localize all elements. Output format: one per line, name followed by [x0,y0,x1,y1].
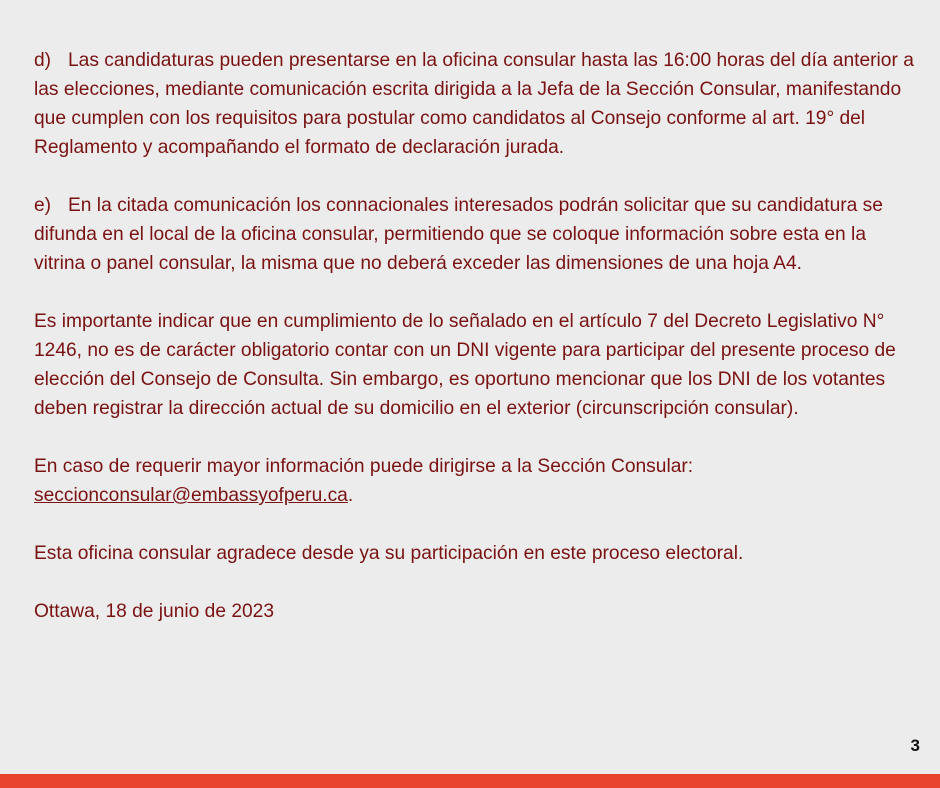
item-letter-d: d) [34,50,52,71]
bottom-accent-bar [0,774,940,788]
email-link[interactable]: seccionconsular@embassyofperu.ca [34,485,348,506]
thanks-paragraph: Esta oficina consular agradece desde ya su participación en este proceso electoral. [34,543,744,564]
paragraph-e [34,191,918,278]
contact-text: En caso de requerir mayor información puede dirigirse a la Sección Consular: [34,456,694,477]
item-letter-e: e) [34,195,52,216]
contact-suffix: . [347,485,354,506]
page-number: 3 [910,736,920,755]
contact-paragraph [34,452,918,510]
date-line: Ottawa, 18 de junio de 2023 [34,601,275,622]
paragraph-e-text: En la citada comunicación los connacionales interesados podrán solicitar que su candidatura se difunda en el local de la oficina consular, permitiendo que se coloque información sobre esta en la vitrina o panel consular, la misma que no deberá exceder las dimensiones de una hoja A4. [34,195,883,274]
paragraph-d-text: Las candidaturas pueden presentarse en la oficina consular hasta las 16:00 horas del día anterior a las elecciones, mediante comunicación escrita dirigida a la Jefa de la Sección Consular, manifestando que cumplen con los requisitos para postular como candidatos al Consejo conforme al art. 19° del Reglamento y acompañando el formato de declaración jurada. [34,50,914,158]
paragraph-d [34,46,918,162]
document-body [34,46,918,655]
dni-notice-paragraph: Es importante indicar que en cumplimiento de lo señalado en el artículo 7 del Decreto Legislativo N° 1246, no es de carácter obligatorio contar con un DNI vigente para participar del presente proceso de elección del Consejo de Consulta. Sin embargo, es oportuno mencionar que los DNI de los votantes deben registrar la dirección actual de su domicilio en el exterior (circunscripción consular). [34,311,896,419]
